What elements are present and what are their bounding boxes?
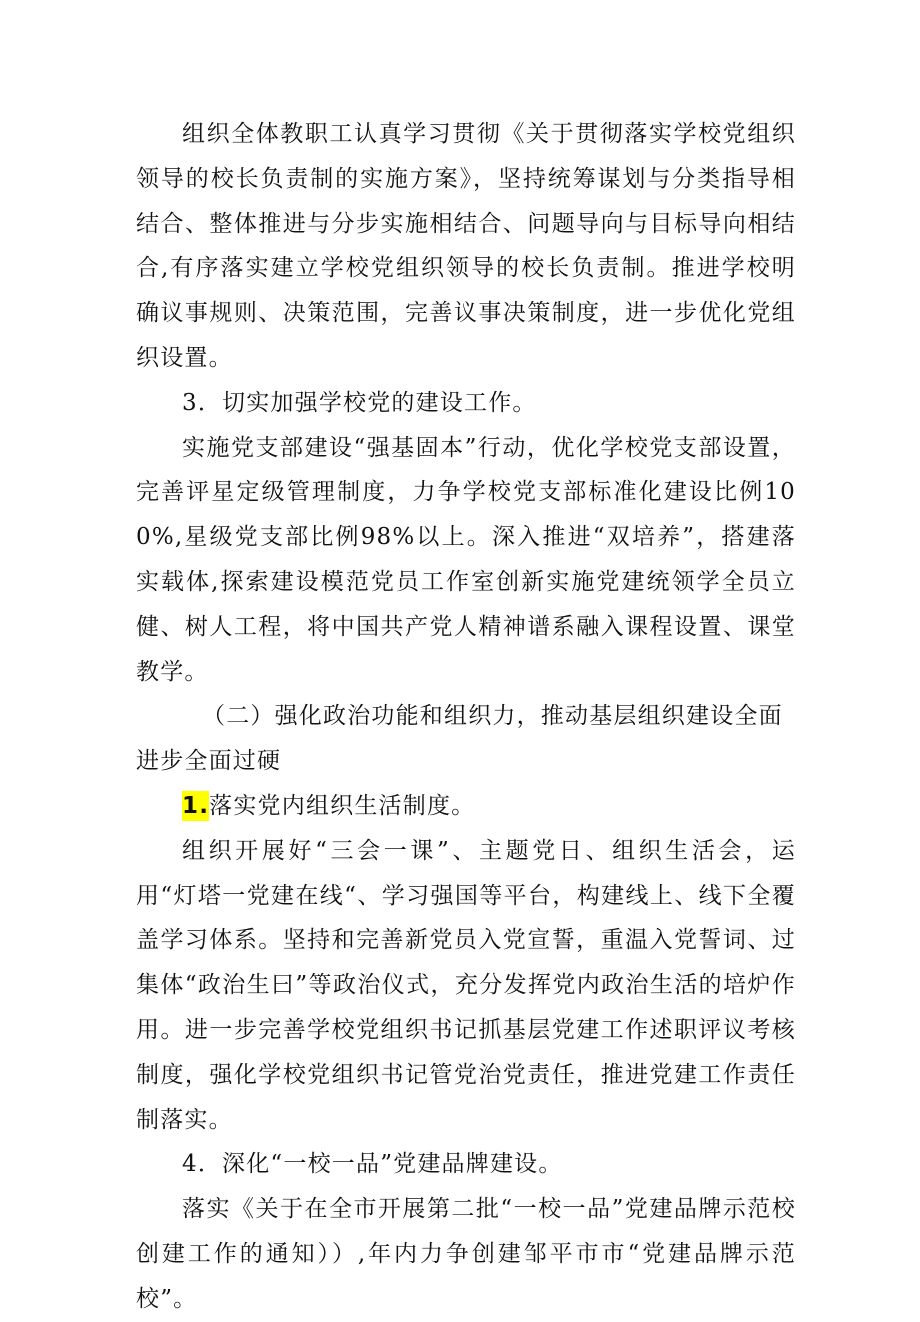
paragraph-branch-construction: 实施党支部建设“强基固本”行动，优化学校党支部设置，完善评星定级管理制度，力争学校党支部标准化建设比例100%,星级党支部比例98%以上。深入推进“双培养”，搭建落实载体,探索建设模范党员工作室创新实施党建统领学全员立健、树人工程，将中国共产党人精神谱系融入课程设置、课堂教学。: [136, 434, 796, 685]
highlighted-number: 1.: [182, 792, 210, 819]
paragraph-organization-life: 组织开展好“三会一课”、主题党日、组织生活会，运用“灯塔一党建在线“、学习强国等平台，构建线上、线下全覆盖学习体系。坚持和完善新党员入党宣誓，重温入党誓词、过集体“政治生曰”等政治仪式，充分发挥党内政治生活的培炉作用。进一步完善学校党组织书记抓基层党建工作述职评议考核制度，强化学校党组织书记管党治党责任，推进党建工作责任制落实。: [136, 837, 796, 1133]
heading-4-brand-building: 4．深化“一校一品”党建品牌建设。: [182, 1151, 563, 1178]
document-body: [136, 112, 796, 1322]
paragraph-brand-building: 落实《关于在全市开展第二批“一校一品”党建品牌示范校创建工作的通知））,年内力争创建邹平市市“党建品牌示范校”。: [136, 1196, 796, 1312]
heading-1-organization-life: [136, 784, 796, 829]
heading-1-text: 落实党内组织生活制度。: [209, 792, 476, 819]
heading-3-party-building: 3．切实加强学校党的建设工作。: [182, 389, 537, 416]
paragraph-implementation-plan: 组织全体教职工认真学习贯彻《关于贯彻落实学校党组织领导的校长负责制的实施方案》，坚持统筹谋划与分类指导相结合、整体推进与分步实施相结合、问题导向与目标导向相结合,有序落实建立学校党组织领导的校长负责制。推进学校明确议事规则、决策范围，完善议事决策制度，进一步优化党组织设置。: [136, 121, 796, 371]
section-heading-2: （二）强化政治功能和组织力，推动基层组织建设全面进步全面过硬: [136, 703, 783, 775]
